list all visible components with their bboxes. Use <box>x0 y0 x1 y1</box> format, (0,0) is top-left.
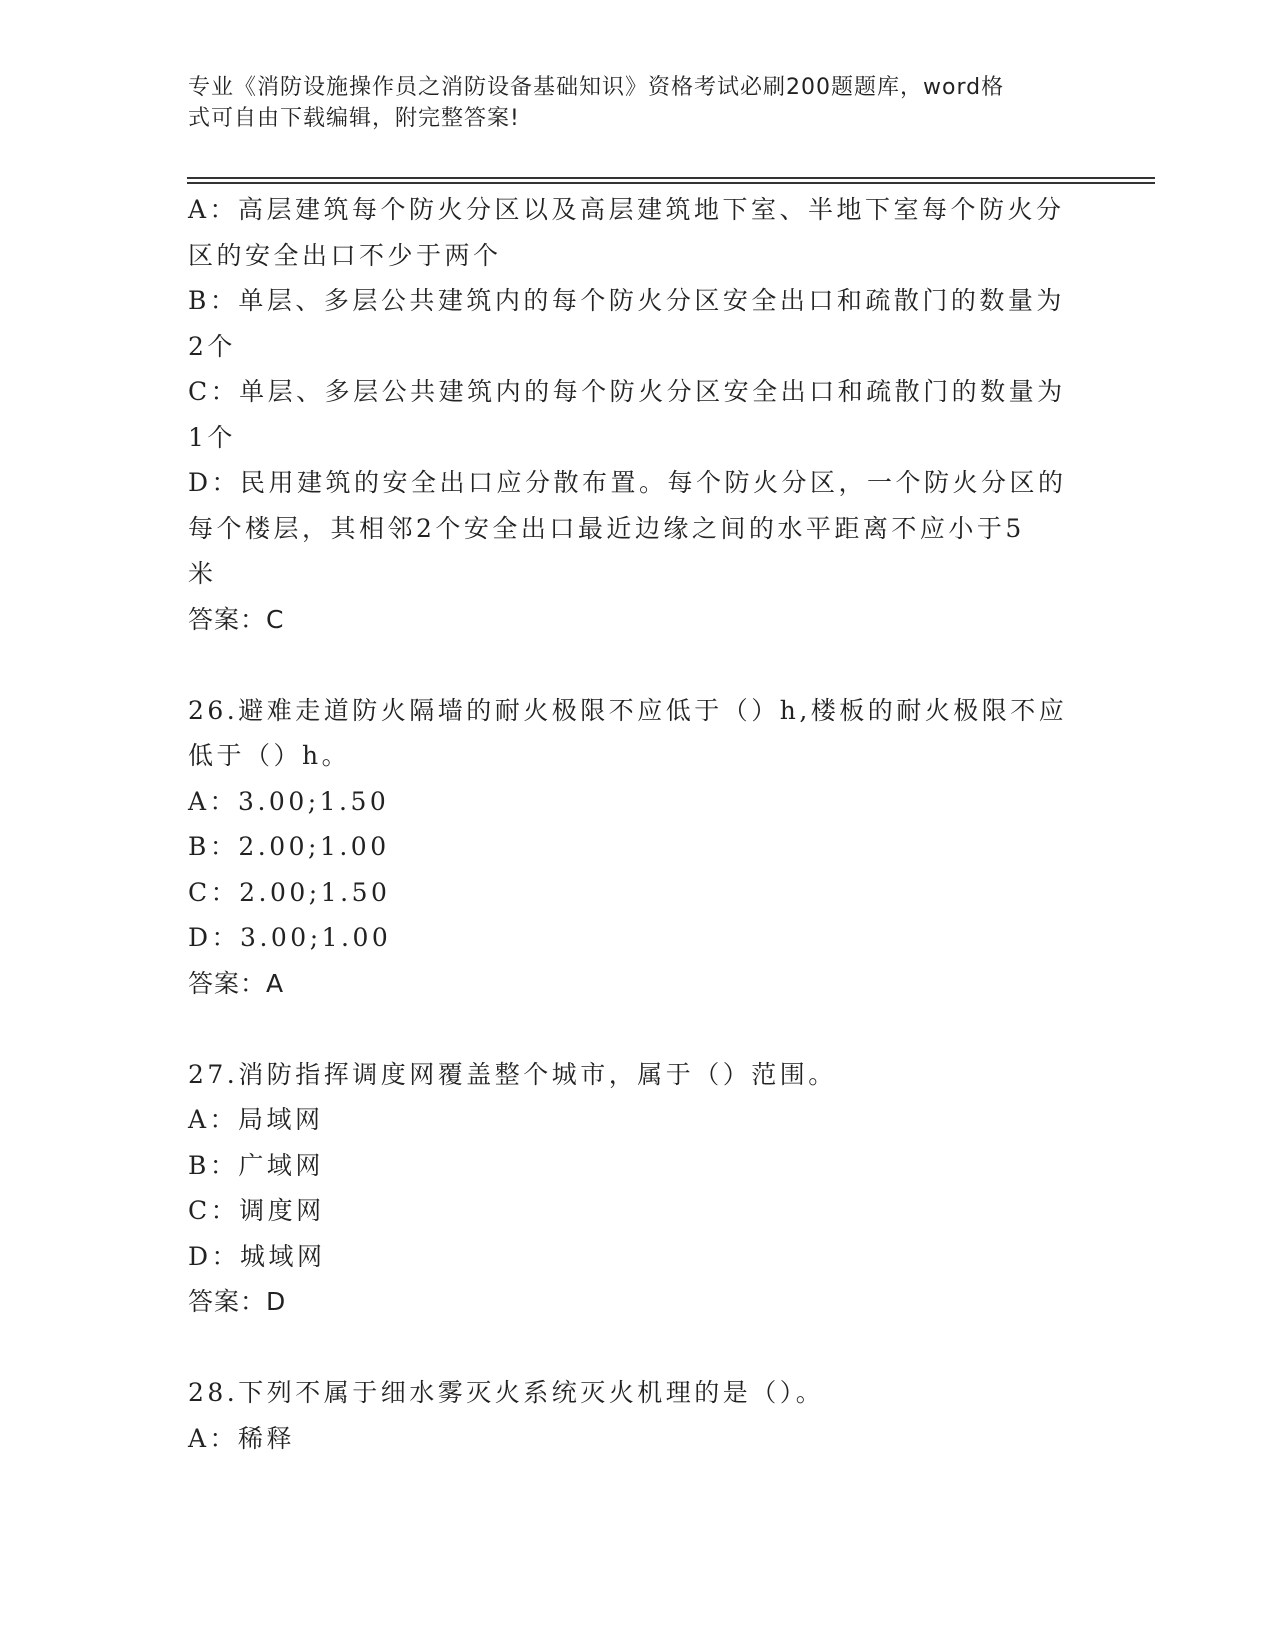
spacer <box>188 1325 1068 1371</box>
option-c-line-2: 1个 <box>188 422 236 452</box>
question-26 <box>188 688 1068 1007</box>
option-a-line-1: A：高层建筑每个防火分区以及高层建筑地下室、半地下室每个防火分 <box>188 195 1065 224</box>
spacer <box>188 1006 1068 1052</box>
option-d-line-2: 每个楼层，其相邻2个安全出口最近边缘之间的水平距离不应小于5 <box>188 513 1025 543</box>
question-25 <box>188 187 1068 642</box>
answer-label: 答案：D <box>188 1287 287 1316</box>
answer-label: 答案：A <box>188 968 285 998</box>
option-d-line-3: 米 <box>188 559 217 588</box>
question-list <box>188 187 1068 1461</box>
question-stem: 28.下列不属于细水雾灭火系统灭火机理的是（）。 <box>188 1378 825 1407</box>
option-b-line-1: B：单层、多层公共建筑内的每个防火分区安全出口和疏散门的数量为 <box>188 286 1065 315</box>
spacer <box>188 642 1068 688</box>
option-c: C：2.00;1.50 <box>188 877 391 907</box>
header-line-1: 专业《消防设施操作员之消防设备基础知识》资格考试必刷200题题库，word格 <box>188 75 1005 100</box>
question-stem-line-2: 低于（）h。 <box>188 741 351 770</box>
option-b: B：2.00;1.00 <box>188 832 390 861</box>
header-line-2: 式可自由下载编辑，附完整答案! <box>188 106 520 131</box>
option-a: A：局域网 <box>188 1105 324 1134</box>
option-c-line-1: C：单层、多层公共建筑内的每个防火分区安全出口和疏散门的数量为 <box>188 377 1066 406</box>
option-a: A：3.00;1.50 <box>188 786 390 816</box>
question-stem: 27.消防指挥调度网覆盖整个城市，属于（）范围。 <box>188 1059 837 1089</box>
option-d: D：城域网 <box>188 1241 326 1271</box>
option-d: D：3.00;1.00 <box>188 923 392 952</box>
option-d-line-1: D：民用建筑的安全出口应分散布置。每个防火分区，一个防火分区的 <box>188 468 1067 497</box>
document-header <box>188 72 1068 134</box>
option-b: B：广域网 <box>188 1150 324 1180</box>
option-a: A：稀释 <box>188 1423 296 1453</box>
header-divider-top <box>187 177 1155 179</box>
option-a-line-2: 区的安全出口不少于两个 <box>188 240 502 270</box>
question-27 <box>188 1052 1068 1325</box>
question-28 <box>188 1370 1068 1461</box>
option-b-line-2: 2个 <box>188 331 236 361</box>
answer-label: 答案：C <box>188 604 285 634</box>
option-c: C：调度网 <box>188 1196 325 1225</box>
question-stem-line-1: 26.避难走道防火隔墙的耐火极限不应低于（）h,楼板的耐火极限不应 <box>188 695 1068 725</box>
header-divider-bottom <box>187 182 1155 184</box>
